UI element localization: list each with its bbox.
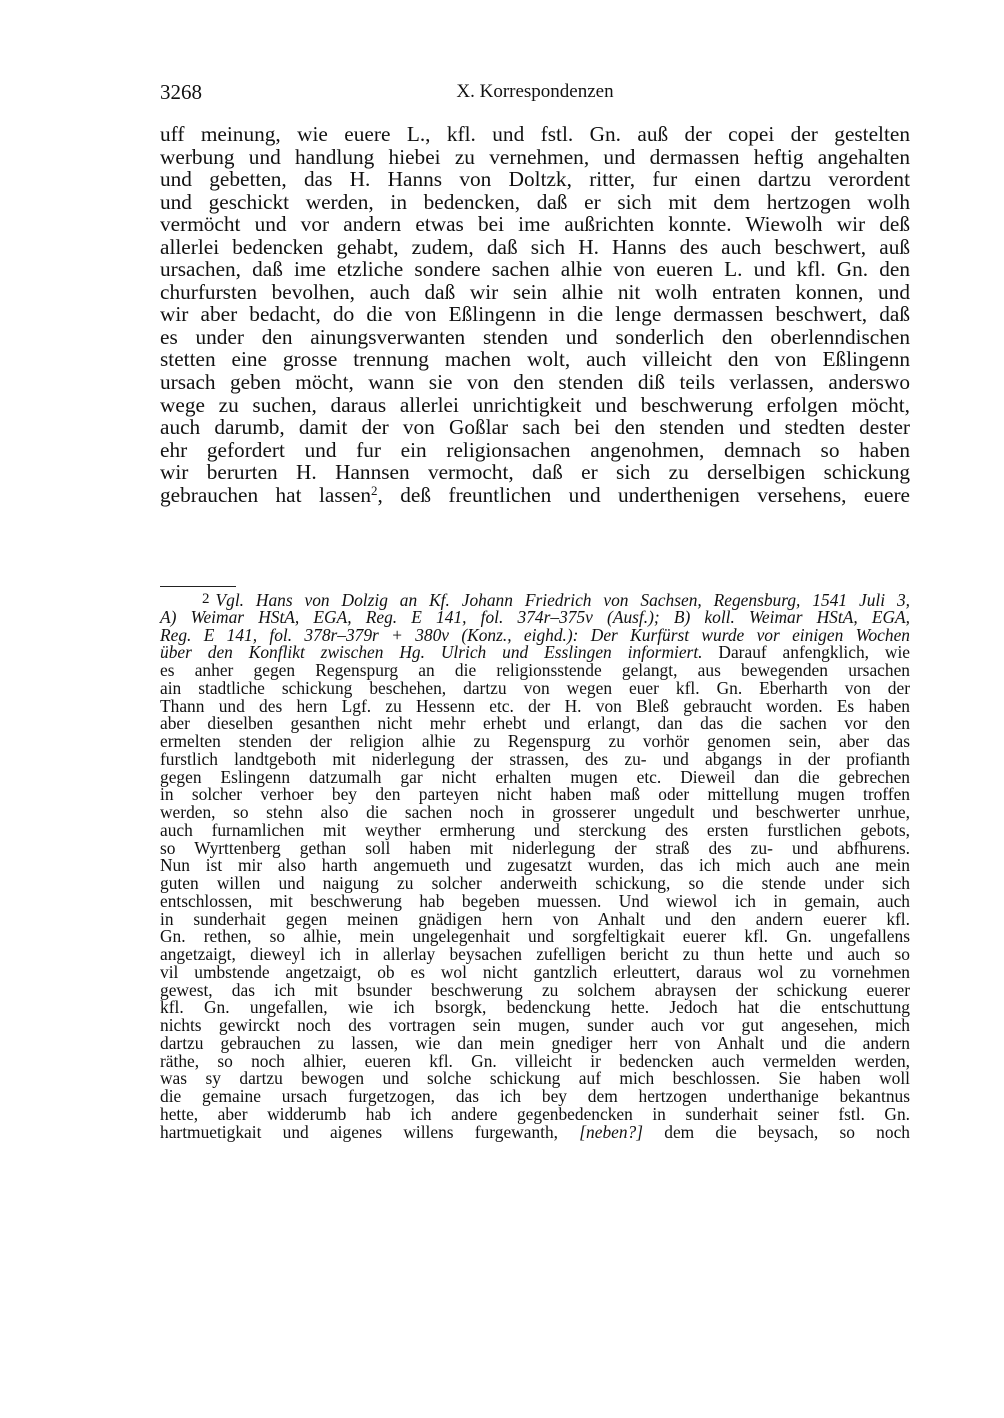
body-line: ursach geben möcht, wann sie von den stenden diß teils verlassen, anderswo: [160, 370, 910, 395]
footnote-line: Gn. rethen, so alhie, mein ungelegenhait und sorgfeltigkait euerer kfl. Gn. ungefallens: [160, 926, 910, 947]
body-line: werbung und handlung hiebei zu vernehmen, und dermassen heftig angehalten: [160, 144, 910, 169]
body-line: auch darumb, damit der von Goßlar sach bei den stenden und stedten dester: [160, 415, 910, 440]
footnote-line: kfl. Gn. ungefallen, wie ich bsorgk, bedenckung hette. Jedoch hat die entschuttung: [160, 997, 910, 1018]
body-line: uff meinung, wie euere L., kfl. und fstl. Gn. auß der copei der gestelten: [160, 122, 910, 146]
footnote-reference[interactable]: 2: [371, 482, 378, 498]
body-line: wege zu suchen, daraus allerlei unrichtigkeit und beschwerung erfolgen möcht,: [160, 392, 910, 417]
editorial-conjecture: [neben?]: [579, 1121, 644, 1142]
footnote-text: Darauf anfengklich, wie: [702, 642, 910, 663]
footnote-line: Nun ist mir also harth angemueth und zugesatzt wurden, das ich mich auch ane mein: [160, 855, 910, 876]
page-number: 3268: [160, 80, 202, 104]
footnote-line: in sunderhait gegen meinen gnädigen hern von Anhalt und den andern euerer kfl.: [160, 908, 910, 929]
footnote-line: A) Weimar HStA, EGA, Reg. E 141, fol. 374r–375v (Ausf.); B) koll. Weimar HStA, EGA,: [160, 606, 910, 627]
body-line: allerlei bedencken gehabt, zudem, daß sich H. Hanns des auch beschwert, auß: [160, 234, 910, 259]
body-line: es under den ainungsverwanten stenden und sonderlich den oberlenndischen: [160, 324, 910, 349]
body-text-segment: gebrauchen hat lassen: [160, 482, 371, 507]
footnote-line: guten willen und naigung zu solcher anderweith schickung, so die stende under sich: [160, 873, 910, 893]
body-line: vermöcht und vor andern etwas bei ime außrichten konnte. Wiewolh wir deß: [160, 212, 910, 237]
footnote-italic-text: über den Konflikt zwischen Hg. Ulrich und Esslingen informiert.: [160, 642, 703, 663]
running-head: [160, 79, 910, 105]
footnote-line: in solcher verhoer bey den parteyen nicht haben maß oder mittellung mugen troffen: [160, 784, 910, 805]
footnote-line: so Wyrttenberg gethan soll haben mit niderlegung der straß des zu- und abfhurens.: [160, 837, 910, 858]
footnote-line: entschlossen, mit beschwerung hab begeben muessen. Und wiewol ich in gemain, auch: [160, 890, 910, 911]
body-text: [160, 123, 910, 506]
footnote-line: [160, 1121, 910, 1142]
footnote-line: furstlich landtgeboth mit niderlegung der strassen, des zu- und abgangs in der profianth: [160, 748, 910, 769]
body-line: und gebetten, das H. Hanns von Doltzk, ritter, fur einen dartzu verordent: [160, 167, 910, 192]
footnote-text: dem die beysach, so noch: [643, 1121, 910, 1142]
body-line: und geschickt werden, in bedencken, daß er sich mit dem hertzogen wolh: [160, 189, 910, 214]
footnote-line: Thann und des hern Lgf. zu Hessenn etc. der H. von Bleß gebraucht worden. Es haben: [160, 695, 910, 716]
footnote-italic-text: Vgl. Hans von Dolzig an Kf. Johann Friedrich von Sachsen, Regensburg, 1541 Juli 3,: [215, 590, 910, 610]
footnote-line: ermelten stenden der religion alhie zu Regenspurg zu vorhör genomen sein, aber das: [160, 731, 910, 751]
section-title: X. Korrespondenzen: [456, 81, 614, 102]
footnote-line: gegen Eslingenn datzumalh gar nicht erhalten mugen etc. Dieweil dan die gebrechen: [160, 766, 910, 787]
footnote-line: die gemaine ursach furgetzogen, das ich bey dem hertzogen underthanige bekantnus: [160, 1086, 910, 1106]
body-line: ursachen, daß ime etzliche sondere sachen alhie von eueren L. und kfl. Gn. den: [160, 257, 910, 282]
footnote-line: vil umbstende angetzaigt, ob es wol nicht gantzlich erleuttert, daraus wol zu vornehmen: [160, 961, 910, 982]
body-line: wir aber bedacht, do die von Eßlingenn in die lenge dermassen beschwert, daß: [160, 302, 910, 327]
footnote-line: nichts gewirckt noch des vortragen sein mugen, sunder auch vor gut angesehen, mich: [160, 1015, 910, 1035]
footnote-line: ain stadtliche schickung beschehen, dartzu von wegen euer kfl. Gn. Eberharth von der: [160, 677, 910, 698]
body-text-segment: , deß freuntlichen und underthenigen versehens, euere: [377, 482, 910, 507]
body-line: ehr gefordert und fur ein religionsachen angenohmen, demnach so haben: [160, 437, 910, 462]
footnote-line: räthe, so noch alhier, eueren kfl. Gn. villeicht ir bedencken auch vermelden werden,: [160, 1050, 910, 1071]
footnote-text: hartmuetigkait und aigenes willens furgewanth,: [160, 1121, 580, 1142]
footnote-line: es anher gegen Regenspurg an die religionsstende gelangt, aus bewegenden ursachen: [160, 660, 910, 680]
body-line: stetten eine grosse trennung machen wolt, auch villeicht den von Eßlingenn: [160, 347, 910, 372]
body-line: wir berurten H. Hannsen vermocht, daß er sich zu derselbigen schickung: [160, 460, 910, 485]
footnote-line: werden, so stehn also die sachen noch in grosserer ungedult und beschwerter unrhue,: [160, 802, 910, 822]
footnote-line: aber dieselben gesanthen nicht mehr erhebt und erlangt, dan das die sachen vor den: [160, 713, 910, 734]
body-line: [160, 484, 910, 507]
footnote: [160, 591, 910, 1141]
footnote-line: angetzaigt, dieweyl ich in allerlay beysachen zufelligen bericht zu thun hette und auch so: [160, 944, 910, 964]
footnote-line: dartzu gebrauchen zu lassen, wie dan mein gnediger herr von Anhalt und die andern: [160, 1032, 910, 1053]
footnote-line: gewest, das ich mit bsunder beschwerung zu solchem abraysen der schickung euerer: [160, 979, 910, 1000]
footnote-divider: [160, 586, 236, 587]
footnote-line: hette, aber widderumb hab ich andere gegenbedencken in sunderhait seiner fstl. Gn.: [160, 1103, 910, 1124]
footnote-line: auch furnamlichen mit weyther ermherung und sterckung des ersten furstlichen gebots,: [160, 819, 910, 840]
footnote-line: Reg. E 141, fol. 378r–379r + 380v (Konz., eighd.): Der Kurfürst wurde vor einigen Wochen: [160, 624, 910, 645]
body-line: churfursten bevolhen, auch daß wir sein alhie nit wolh entraten konnen, und: [160, 279, 910, 304]
footnote-line: was sy dartzu bewogen und solche schickung auf mich beschlossen. Sie haben woll: [160, 1068, 910, 1089]
footnote-number: 2: [202, 591, 210, 607]
